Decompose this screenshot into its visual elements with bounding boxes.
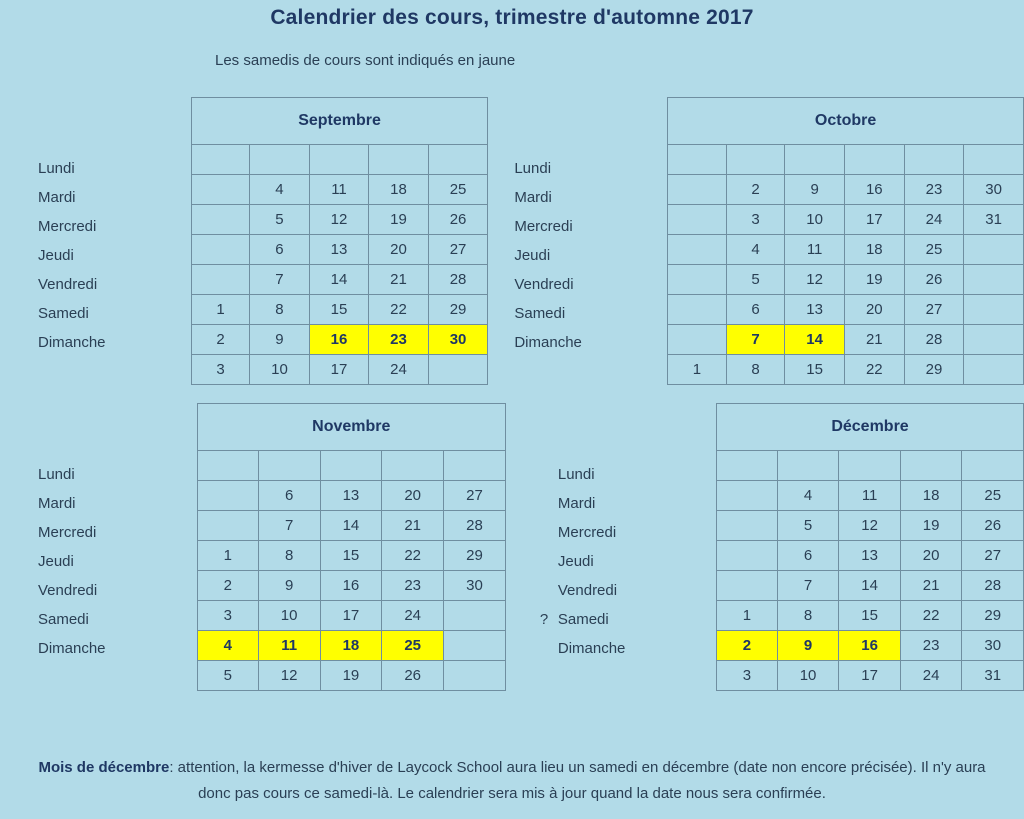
empty-cell: [191, 175, 249, 205]
empty-cell: [197, 481, 258, 511]
date-cell: 16: [309, 325, 369, 355]
footer-text: : attention, la kermesse d'hiver de Laycock School aura lieu un samedi en décembre (date non encore précisée). Il n'y aura donc pas cours ce samedi-là. Le calendrier sera mis à jour quand la date nous sera confirmée.: [169, 759, 986, 802]
table-row: [191, 235, 488, 265]
spacer-cell: [904, 145, 964, 175]
date-cell: 31: [964, 205, 1024, 235]
dayname-label: Lundi: [514, 160, 552, 177]
date-cell: 11: [785, 235, 845, 265]
empty-cell: [668, 295, 727, 325]
spacer-cell: [250, 145, 310, 175]
date-cell: 4: [250, 175, 310, 205]
date-cell: 12: [785, 265, 845, 295]
date-cell: 22: [369, 295, 429, 325]
table-row: [717, 631, 1024, 661]
table-row: [191, 295, 488, 325]
table-row: [197, 601, 505, 631]
empty-cell: [668, 205, 727, 235]
table-row: [668, 205, 1024, 235]
date-cell: 13: [839, 541, 901, 571]
date-cell: 13: [785, 295, 845, 325]
date-cell: 8: [250, 295, 310, 325]
date-cell: 12: [258, 661, 320, 691]
daynames-october: [514, 97, 667, 357]
empty-cell: [964, 325, 1024, 355]
table-row: [668, 175, 1024, 205]
date-cell: 23: [382, 571, 444, 601]
spacer-cell: [369, 145, 429, 175]
dayname-label: Samedi: [514, 305, 566, 322]
table-row: [197, 481, 505, 511]
table-row: [191, 325, 488, 355]
date-cell: 2: [726, 175, 785, 205]
date-cell: 1: [197, 541, 258, 571]
date-cell: 7: [250, 265, 310, 295]
date-cell: 29: [444, 541, 506, 571]
date-cell: 6: [258, 481, 320, 511]
spacer-cell: [382, 451, 444, 481]
date-cell: 10: [258, 601, 320, 631]
date-cell: 9: [258, 571, 320, 601]
dayname-jeudi: [514, 241, 667, 270]
spacer-cell: [717, 451, 778, 481]
date-cell: 20: [369, 235, 429, 265]
date-cell: 22: [844, 355, 904, 385]
date-cell: 29: [904, 355, 964, 385]
dayname-label: Jeudi: [557, 553, 594, 570]
empty-cell: [668, 175, 727, 205]
dayname-mardi-nov: Mardi: [38, 495, 76, 512]
empty-cell: [717, 541, 778, 571]
date-cell: 14: [785, 325, 845, 355]
spacer-cell: [777, 451, 839, 481]
dayname-label: Mardi: [557, 495, 596, 512]
date-cell: 16: [844, 175, 904, 205]
spacer-cell: [428, 145, 488, 175]
dayname-samedi: [514, 299, 667, 328]
empty-cell: [197, 511, 258, 541]
daynames-december: [532, 403, 716, 663]
empty-cell: [964, 355, 1024, 385]
date-cell: 2: [191, 325, 249, 355]
date-cell: 7: [777, 571, 839, 601]
date-cell: 3: [717, 661, 778, 691]
date-cell: 2: [717, 631, 778, 661]
date-cell: 26: [428, 205, 488, 235]
date-cell: 17: [309, 355, 369, 385]
table-row: [668, 325, 1024, 355]
date-cell: 23: [369, 325, 429, 355]
date-cell: 19: [320, 661, 382, 691]
date-cell: 27: [428, 235, 488, 265]
date-cell: 25: [382, 631, 444, 661]
empty-cell: [668, 235, 727, 265]
table-row: [717, 661, 1024, 691]
date-cell: 5: [726, 265, 785, 295]
date-cell: 19: [844, 265, 904, 295]
question-mark-flag: ?: [539, 611, 549, 628]
date-cell: 23: [904, 175, 964, 205]
dayname-label: Vendredi: [557, 582, 618, 599]
date-cell: 30: [428, 325, 488, 355]
calendar-table-december: [716, 403, 1024, 691]
spacer-cell: [844, 145, 904, 175]
date-cell: 29: [428, 295, 488, 325]
dayname-samedi: [539, 605, 716, 634]
date-cell: 5: [250, 205, 310, 235]
dayname-vendredi-nov: Vendredi: [38, 582, 98, 599]
table-row: [197, 511, 505, 541]
date-cell: 13: [320, 481, 382, 511]
date-cell: 29: [962, 601, 1024, 631]
calendar-table-october: [667, 97, 1024, 385]
empty-cell: [191, 205, 249, 235]
date-cell: 13: [309, 235, 369, 265]
month-title-december: Décembre: [717, 404, 1024, 451]
empty-cell: [444, 631, 506, 661]
dayname-mardi: [558, 489, 716, 518]
table-row: [197, 661, 505, 691]
date-cell: 28: [904, 325, 964, 355]
dayname-lundi: [514, 154, 667, 183]
calendar-block-november: [38, 403, 506, 691]
empty-cell: [668, 325, 727, 355]
empty-cell: [964, 295, 1024, 325]
date-cell: 1: [191, 295, 249, 325]
date-cell: 25: [962, 481, 1024, 511]
calendar-block-september: [38, 97, 488, 385]
dayname-jeudi: Jeudi: [38, 247, 74, 264]
date-cell: 10: [250, 355, 310, 385]
date-cell: 17: [839, 661, 901, 691]
date-cell: 12: [839, 511, 901, 541]
dayname-label: Samedi: [557, 611, 609, 628]
empty-cell: [428, 355, 488, 385]
table-row: [197, 541, 505, 571]
date-cell: 28: [444, 511, 506, 541]
calendar-row-top: [0, 97, 1024, 385]
dayname-label: Mercredi: [514, 218, 573, 235]
date-cell: 6: [726, 295, 785, 325]
subtitle: Les samedis de cours sont indiqués en jaune: [215, 52, 516, 69]
spacer-cell: [726, 145, 785, 175]
date-cell: 6: [250, 235, 310, 265]
footer-note: [0, 755, 1024, 807]
date-cell: 4: [197, 631, 258, 661]
date-cell: 30: [444, 571, 506, 601]
date-cell: 25: [428, 175, 488, 205]
dayname-lundi: [558, 460, 716, 489]
spacer-cell: [964, 145, 1024, 175]
spacer-cell: [962, 451, 1024, 481]
date-cell: 27: [444, 481, 506, 511]
table-row: [191, 205, 488, 235]
dayname-mercredi: Mercredi: [38, 218, 97, 235]
date-cell: 21: [369, 265, 429, 295]
date-cell: 11: [309, 175, 369, 205]
date-cell: 14: [309, 265, 369, 295]
table-row: [717, 481, 1024, 511]
dayname-lundi: Lundi: [38, 160, 75, 177]
date-cell: 10: [785, 205, 845, 235]
dayname-dimanche: Dimanche: [38, 334, 106, 351]
date-cell: 21: [382, 511, 444, 541]
date-cell: 20: [382, 481, 444, 511]
dayname-mardi: Mardi: [38, 189, 76, 206]
date-cell: 25: [904, 235, 964, 265]
table-row: [197, 631, 505, 661]
date-cell: 26: [382, 661, 444, 691]
table-row: [191, 175, 488, 205]
date-cell: 27: [904, 295, 964, 325]
date-cell: 17: [320, 601, 382, 631]
empty-cell: [191, 265, 249, 295]
calendar-table-november: [197, 403, 506, 691]
spacer-cell: [258, 451, 320, 481]
dayname-mercredi: [558, 518, 716, 547]
spacer-cell: [839, 451, 901, 481]
date-cell: 7: [726, 325, 785, 355]
date-cell: 8: [726, 355, 785, 385]
date-cell: 15: [309, 295, 369, 325]
date-cell: 8: [258, 541, 320, 571]
dayname-mercredi-nov: Mercredi: [38, 524, 97, 541]
date-cell: 5: [777, 511, 839, 541]
spacer-cell: [668, 145, 727, 175]
date-cell: 18: [900, 481, 962, 511]
date-cell: 15: [320, 541, 382, 571]
date-cell: 16: [320, 571, 382, 601]
calendar-row-bottom: [0, 403, 1024, 691]
date-cell: 22: [900, 601, 962, 631]
dayname-dimanche: [514, 328, 667, 357]
calendar-table-september: [191, 97, 489, 385]
date-cell: 1: [668, 355, 727, 385]
date-cell: 18: [844, 235, 904, 265]
date-cell: 18: [369, 175, 429, 205]
dayname-label: Dimanche: [557, 640, 626, 657]
date-cell: 7: [258, 511, 320, 541]
table-row: [668, 295, 1024, 325]
spacer-cell: [309, 145, 369, 175]
dayname-vendredi: [514, 270, 667, 299]
month-title-november: Novembre: [197, 404, 505, 451]
date-cell: 3: [726, 205, 785, 235]
table-row: [197, 571, 505, 601]
date-cell: 16: [839, 631, 901, 661]
spacer-cell: [320, 451, 382, 481]
table-row: [717, 571, 1024, 601]
date-cell: 24: [904, 205, 964, 235]
dayname-label: Jeudi: [514, 247, 551, 264]
dayname-jeudi-nov: Jeudi: [38, 553, 74, 570]
date-cell: 20: [900, 541, 962, 571]
date-cell: 30: [962, 631, 1024, 661]
daynames-september: [38, 97, 191, 357]
dayname-label: Mercredi: [557, 524, 617, 541]
calendars-container: [0, 97, 1024, 691]
empty-cell: [717, 511, 778, 541]
daynames-november: [38, 403, 197, 663]
spacer-cell: [900, 451, 962, 481]
table-row: [191, 355, 488, 385]
dayname-mercredi: [514, 212, 667, 241]
empty-cell: [964, 265, 1024, 295]
date-cell: 3: [197, 601, 258, 631]
spacer-cell: [197, 451, 258, 481]
calendar-block-december: [532, 403, 1024, 691]
date-cell: 15: [785, 355, 845, 385]
date-cell: 27: [962, 541, 1024, 571]
date-cell: 28: [962, 571, 1024, 601]
table-row: [717, 601, 1024, 631]
month-title-october: Octobre: [668, 98, 1024, 145]
dayname-lundi-nov: Lundi: [38, 466, 75, 483]
date-cell: 24: [900, 661, 962, 691]
date-cell: 18: [320, 631, 382, 661]
date-cell: 17: [844, 205, 904, 235]
date-cell: 1: [717, 601, 778, 631]
date-cell: 12: [309, 205, 369, 235]
date-cell: 9: [777, 631, 839, 661]
dayname-label: Mardi: [514, 189, 552, 206]
date-cell: 23: [900, 631, 962, 661]
empty-cell: [444, 601, 506, 631]
dayname-dimanche-nov: Dimanche: [38, 640, 106, 657]
date-cell: 28: [428, 265, 488, 295]
date-cell: 26: [962, 511, 1024, 541]
dayname-jeudi: [558, 547, 716, 576]
date-cell: 22: [382, 541, 444, 571]
date-cell: 2: [197, 571, 258, 601]
date-cell: 11: [258, 631, 320, 661]
date-cell: 31: [962, 661, 1024, 691]
date-cell: 21: [900, 571, 962, 601]
empty-cell: [444, 661, 506, 691]
date-cell: 19: [900, 511, 962, 541]
dayname-dimanche: [558, 634, 716, 663]
dayname-samedi: Samedi: [38, 305, 89, 322]
spacer-cell: [444, 451, 506, 481]
date-cell: 21: [844, 325, 904, 355]
dayname-mardi: [514, 183, 667, 212]
table-row: [717, 511, 1024, 541]
date-cell: 9: [785, 175, 845, 205]
table-row: [717, 541, 1024, 571]
empty-cell: [191, 235, 249, 265]
dayname-label: Lundi: [557, 466, 595, 483]
date-cell: 26: [904, 265, 964, 295]
empty-cell: [717, 571, 778, 601]
dayname-label: Dimanche: [514, 334, 582, 351]
dayname-vendredi: Vendredi: [38, 276, 98, 293]
table-row: [191, 265, 488, 295]
date-cell: 9: [250, 325, 310, 355]
empty-cell: [717, 481, 778, 511]
date-cell: 3: [191, 355, 249, 385]
dayname-label: Vendredi: [514, 276, 574, 293]
date-cell: 30: [964, 175, 1024, 205]
date-cell: 4: [726, 235, 785, 265]
empty-cell: [964, 235, 1024, 265]
date-cell: 11: [839, 481, 901, 511]
date-cell: 19: [369, 205, 429, 235]
calendar-block-october: [514, 97, 1024, 385]
date-cell: 5: [197, 661, 258, 691]
page-title: Calendrier des cours, trimestre d'automne 2017: [270, 6, 754, 29]
table-row: [668, 355, 1024, 385]
spacer-cell: [785, 145, 845, 175]
table-row: [668, 235, 1024, 265]
date-cell: 4: [777, 481, 839, 511]
date-cell: 24: [382, 601, 444, 631]
date-cell: 15: [839, 601, 901, 631]
table-row: [668, 265, 1024, 295]
empty-cell: [668, 265, 727, 295]
date-cell: 24: [369, 355, 429, 385]
date-cell: 20: [844, 295, 904, 325]
date-cell: 14: [320, 511, 382, 541]
date-cell: 14: [839, 571, 901, 601]
date-cell: 8: [777, 601, 839, 631]
dayname-vendredi: [558, 576, 716, 605]
spacer-cell: [191, 145, 249, 175]
month-title-september: Septembre: [191, 98, 488, 145]
date-cell: 6: [777, 541, 839, 571]
date-cell: 10: [777, 661, 839, 691]
footer-label: Mois de décembre: [38, 759, 170, 776]
dayname-samedi-nov: Samedi: [38, 611, 89, 628]
